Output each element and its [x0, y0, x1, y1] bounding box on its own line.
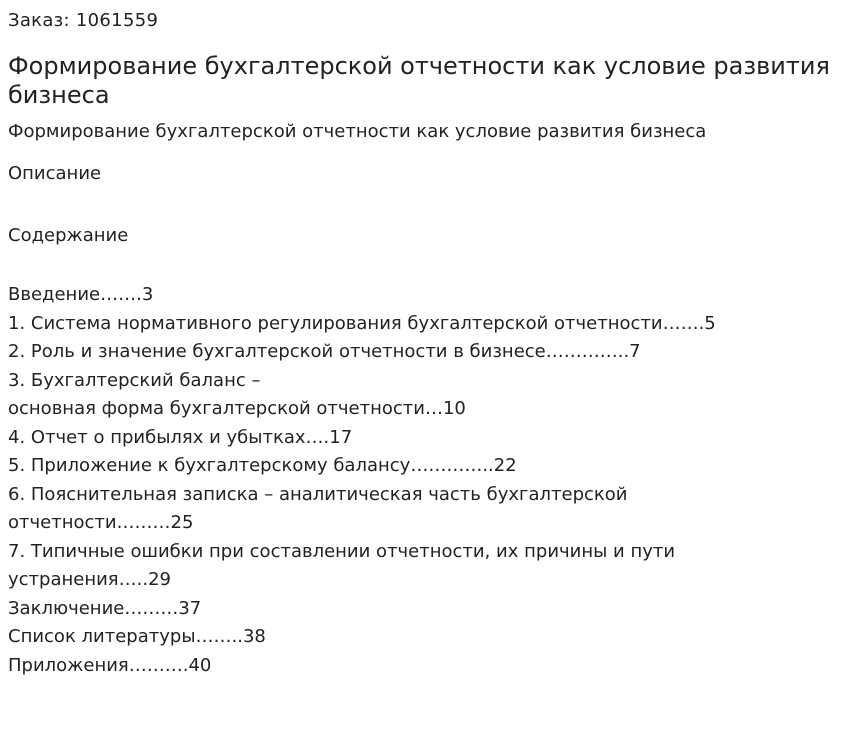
- toc-line: Заключение………37: [8, 597, 202, 619]
- toc-line: 6. Пояснительная записка – аналитическая часть бухгалтерской: [8, 483, 628, 505]
- toc-line: Список литературы……..38: [8, 626, 266, 647]
- toc-line: 5. Приложение к бухгалтерскому балансу…………..22: [8, 455, 517, 476]
- toc-line: Введение…….3: [8, 284, 154, 305]
- toc-line: 3. Бухгалтерский баланс –: [8, 369, 261, 391]
- table-of-contents: [8, 281, 839, 680]
- toc-line: устранения…..29: [8, 569, 171, 590]
- toc-line: основная форма бухгалтерской отчетности…10: [8, 398, 466, 419]
- page-title: Формирование бухгалтерской отчетности как условие развития бизнеса: [8, 52, 830, 109]
- toc-line: 2. Роль и значение бухгалтерской отчетности в бизнесе…………..7: [8, 341, 641, 362]
- document-page: [0, 9, 847, 680]
- toc-line: отчетности………25: [8, 512, 194, 533]
- toc-line: 4. Отчет о прибылях и убытках….17: [8, 426, 353, 448]
- toc-line: Приложения……….40: [8, 654, 212, 676]
- description-label: Описание: [8, 163, 102, 184]
- toc-line: 7. Типичные ошибки при составлении отчетности, их причины и пути: [8, 540, 676, 562]
- contents-heading: Содержание: [8, 225, 129, 246]
- order-number: Заказ: 1061559: [8, 10, 159, 31]
- page-subtitle: Формирование бухгалтерской отчетности как условие развития бизнеса: [8, 121, 707, 142]
- toc-line: 1. Система нормативного регулирования бухгалтерской отчетности…….5: [8, 312, 716, 334]
